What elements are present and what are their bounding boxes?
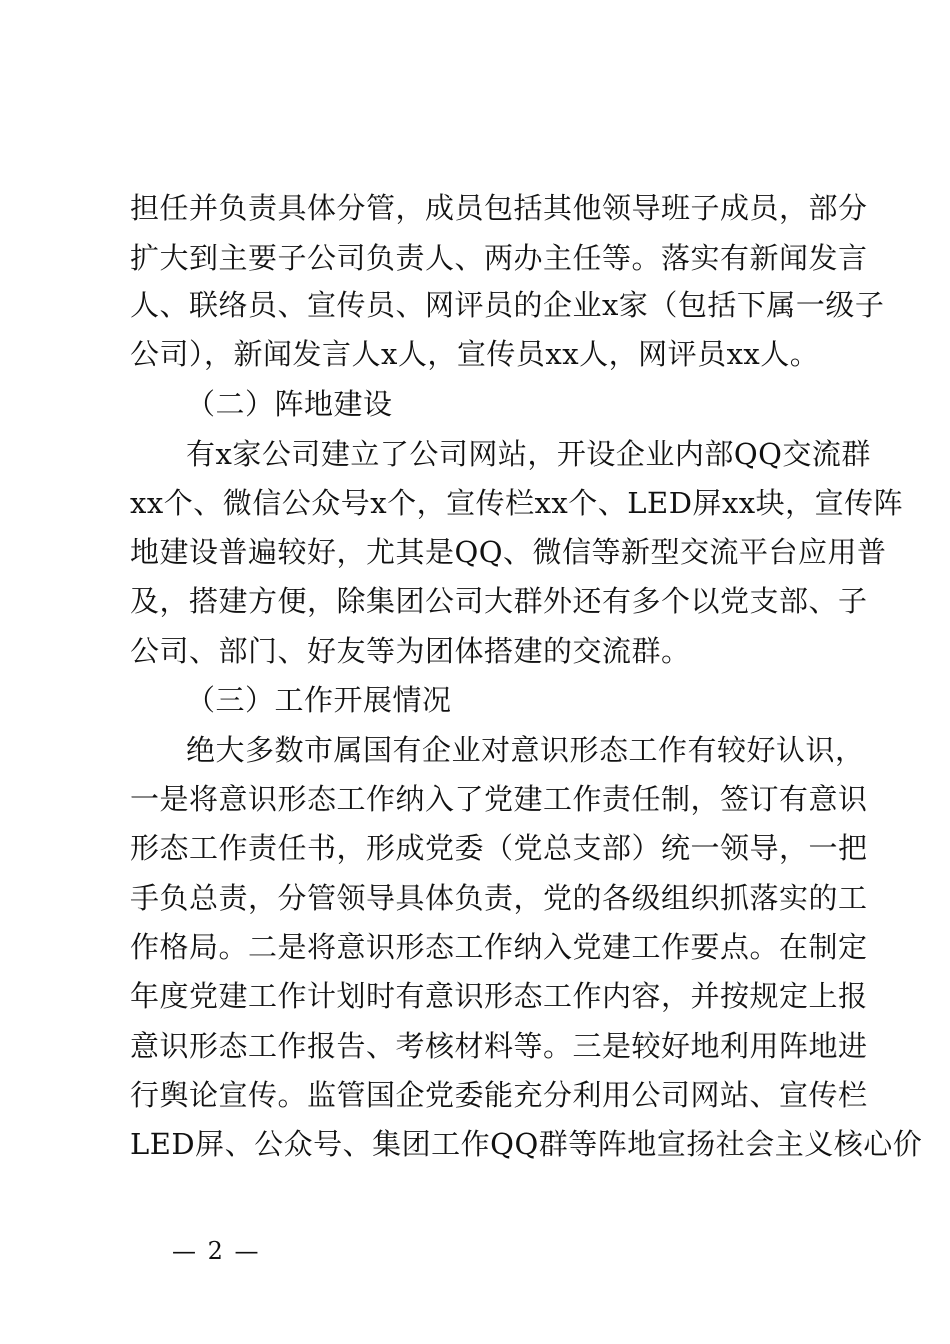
paragraph-first-line: 绝大多数市属国有企业对意识形态工作有较好认识， — [186, 733, 865, 767]
paragraph-first-line: 有x家公司建立了公司网站，开设企业内部QQ交流群 — [186, 437, 871, 471]
body-text-line: 手负总责，分管领导具体负责，党的各级组织抓落实的工 — [130, 881, 868, 915]
body-text-line: 公司），新闻发言人x人，宣传员xx人，网评员xx人。 — [130, 337, 820, 371]
body-text-line: 年度党建工作计划时有意识形态工作内容，并按规定上报 — [130, 979, 868, 1013]
page-number: — 2 — — [172, 1237, 261, 1265]
body-text-line: 行舆论宣传。监管国企党委能充分利用公司网站、宣传栏 — [130, 1078, 868, 1112]
body-text-line: 地建设普遍较好，尤其是QQ、微信等新型交流平台应用普 — [130, 535, 887, 569]
body-text-line: 及，搭建方便，除集团公司大群外还有多个以党支部、子 — [130, 584, 868, 618]
body-text-line: LED屏、公众号、集团工作QQ群等阵地宣扬社会主义核心价 — [130, 1127, 923, 1161]
body-text-line: 担任并负责具体分管，成员包括其他领导班子成员，部分 — [130, 191, 868, 225]
body-text-line: 意识形态工作报告、考核材料等。三是较好地利用阵地进 — [130, 1029, 868, 1063]
body-text-line: 一是将意识形态工作纳入了党建工作责任制，签订有意识 — [130, 782, 868, 816]
body-text-line: 扩大到主要子公司负责人、两办主任等。落实有新闻发言 — [130, 241, 868, 275]
section-heading-3: （三）工作开展情况 — [186, 683, 452, 717]
body-text-line: xx个、微信公众号x个，宣传栏xx个、LED屏xx块，宣传阵 — [130, 486, 904, 520]
body-text-line: 人、联络员、宣传员、网评员的企业x家（包括下属一级子 — [130, 288, 885, 322]
body-text-line: 形态工作责任书，形成党委（党总支部）统一领导，一把 — [130, 831, 868, 865]
body-text-line: 作格局。二是将意识形态工作纳入党建工作要点。在制定 — [130, 930, 868, 964]
section-heading-2: （二）阵地建设 — [186, 387, 393, 421]
body-text-line: 公司、部门、好友等为团体搭建的交流群。 — [130, 634, 691, 668]
